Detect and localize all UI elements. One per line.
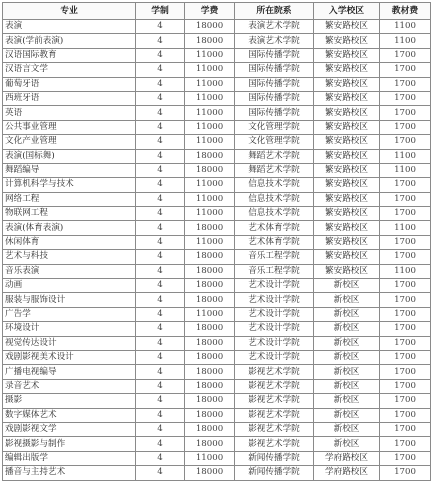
table-row <box>3 379 431 393</box>
textbook-fee-cell: 1700 <box>380 365 431 379</box>
table-row <box>3 422 431 436</box>
major-cell: 环境设计 <box>3 322 136 336</box>
department-cell: 艺术体育学院 <box>235 235 314 249</box>
department-cell: 文化管理学院 <box>235 120 314 134</box>
years-cell: 4 <box>136 394 185 408</box>
major-cell: 表演(体育表演) <box>3 221 136 235</box>
tuition-cell: 18000 <box>185 466 235 480</box>
textbook-fee-cell: 1700 <box>380 63 431 77</box>
years-cell: 4 <box>136 135 185 149</box>
department-cell: 艺术设计学院 <box>235 322 314 336</box>
textbook-fee-cell: 1700 <box>380 106 431 120</box>
textbook-fee-cell: 1100 <box>380 34 431 48</box>
major-cell: 录音艺术 <box>3 379 136 393</box>
department-cell: 艺术设计学院 <box>235 279 314 293</box>
table-row <box>3 192 431 206</box>
tuition-cell: 18000 <box>185 279 235 293</box>
department-cell: 新闻传播学院 <box>235 466 314 480</box>
major-cell: 表演 <box>3 20 136 34</box>
major-cell: 西班牙语 <box>3 91 136 105</box>
textbook-fee-cell: 1700 <box>380 466 431 480</box>
table-row <box>3 149 431 163</box>
tuition-cell: 18000 <box>185 149 235 163</box>
campus-cell: 繁安路校区 <box>314 235 380 249</box>
campus-cell: 繁安路校区 <box>314 34 380 48</box>
years-cell: 4 <box>136 106 185 120</box>
table-row <box>3 163 431 177</box>
years-cell: 4 <box>136 322 185 336</box>
tuition-fee-table <box>2 2 431 481</box>
campus-cell: 新校区 <box>314 350 380 364</box>
years-cell: 4 <box>136 63 185 77</box>
textbook-fee-cell: 1700 <box>380 192 431 206</box>
textbook-fee-cell: 1700 <box>380 394 431 408</box>
table-row <box>3 322 431 336</box>
table-row <box>3 250 431 264</box>
tuition-cell: 18000 <box>185 422 235 436</box>
tuition-cell: 18000 <box>185 163 235 177</box>
textbook-fee-cell: 1700 <box>380 77 431 91</box>
major-cell: 网络工程 <box>3 192 136 206</box>
textbook-fee-cell: 1700 <box>380 235 431 249</box>
major-cell: 表演(国标舞) <box>3 149 136 163</box>
tuition-cell: 18000 <box>185 379 235 393</box>
years-cell: 4 <box>136 34 185 48</box>
major-cell: 舞蹈编导 <box>3 163 136 177</box>
textbook-fee-cell: 1700 <box>380 336 431 350</box>
years-cell: 4 <box>136 408 185 422</box>
major-cell: 表演(学前表演) <box>3 34 136 48</box>
major-cell: 戏剧影视文学 <box>3 422 136 436</box>
years-cell: 4 <box>136 437 185 451</box>
campus-cell: 繁安路校区 <box>314 192 380 206</box>
table-row <box>3 451 431 465</box>
textbook-fee-cell: 1700 <box>380 135 431 149</box>
major-cell: 广告学 <box>3 307 136 321</box>
tuition-cell: 18000 <box>185 250 235 264</box>
department-cell: 音乐工程学院 <box>235 264 314 278</box>
department-cell: 表演艺术学院 <box>235 20 314 34</box>
campus-cell: 繁安路校区 <box>314 77 380 91</box>
years-cell: 4 <box>136 336 185 350</box>
department-cell: 影视艺术学院 <box>235 437 314 451</box>
major-cell: 物联网工程 <box>3 207 136 221</box>
years-cell: 4 <box>136 20 185 34</box>
campus-cell: 新校区 <box>314 422 380 436</box>
tuition-cell: 18000 <box>185 322 235 336</box>
tuition-cell: 18000 <box>185 365 235 379</box>
campus-cell: 新校区 <box>314 307 380 321</box>
tuition-cell: 11000 <box>185 77 235 91</box>
department-cell: 影视艺术学院 <box>235 394 314 408</box>
years-cell: 4 <box>136 91 185 105</box>
table-row <box>3 466 431 480</box>
table-row <box>3 48 431 62</box>
table-body <box>3 20 431 481</box>
table-row <box>3 221 431 235</box>
major-cell: 服装与服饰设计 <box>3 293 136 307</box>
department-cell: 影视艺术学院 <box>235 408 314 422</box>
department-cell: 影视艺术学院 <box>235 379 314 393</box>
department-cell: 舞蹈艺术学院 <box>235 149 314 163</box>
campus-cell: 学府路校区 <box>314 451 380 465</box>
tuition-cell: 18000 <box>185 264 235 278</box>
table-row <box>3 394 431 408</box>
table-row <box>3 336 431 350</box>
department-cell: 新闻传播学院 <box>235 451 314 465</box>
department-cell: 国际传播学院 <box>235 106 314 120</box>
table-row <box>3 77 431 91</box>
years-cell: 4 <box>136 192 185 206</box>
campus-cell: 新校区 <box>314 394 380 408</box>
years-cell: 4 <box>136 120 185 134</box>
tuition-cell: 18000 <box>185 221 235 235</box>
major-cell: 广播电视编导 <box>3 365 136 379</box>
textbook-fee-cell: 1700 <box>380 279 431 293</box>
years-cell: 4 <box>136 466 185 480</box>
major-cell: 动画 <box>3 279 136 293</box>
table-row <box>3 279 431 293</box>
department-cell: 艺术设计学院 <box>235 293 314 307</box>
textbook-fee-cell: 1700 <box>380 178 431 192</box>
department-cell: 国际传播学院 <box>235 77 314 91</box>
years-cell: 4 <box>136 207 185 221</box>
years-cell: 4 <box>136 163 185 177</box>
years-cell: 4 <box>136 365 185 379</box>
table-row <box>3 293 431 307</box>
years-cell: 4 <box>136 422 185 436</box>
table-row <box>3 235 431 249</box>
textbook-fee-cell: 1100 <box>380 149 431 163</box>
campus-cell: 繁安路校区 <box>314 91 380 105</box>
tuition-cell: 11000 <box>185 120 235 134</box>
textbook-fee-cell: 1700 <box>380 307 431 321</box>
department-cell: 国际传播学院 <box>235 91 314 105</box>
department-cell: 表演艺术学院 <box>235 34 314 48</box>
tuition-cell: 11000 <box>185 192 235 206</box>
campus-cell: 繁安路校区 <box>314 106 380 120</box>
textbook-fee-cell: 1700 <box>380 207 431 221</box>
textbook-fee-cell: 1700 <box>380 350 431 364</box>
textbook-fee-cell: 1700 <box>380 120 431 134</box>
department-cell: 舞蹈艺术学院 <box>235 163 314 177</box>
tuition-cell: 11000 <box>185 135 235 149</box>
years-cell: 4 <box>136 178 185 192</box>
years-cell: 4 <box>136 77 185 91</box>
campus-cell: 繁安路校区 <box>314 207 380 221</box>
major-cell: 视觉传达设计 <box>3 336 136 350</box>
years-cell: 4 <box>136 264 185 278</box>
major-cell: 播音与主持艺术 <box>3 466 136 480</box>
campus-cell: 新校区 <box>314 293 380 307</box>
campus-cell: 繁安路校区 <box>314 178 380 192</box>
table-row <box>3 408 431 422</box>
department-cell: 音乐工程学院 <box>235 250 314 264</box>
table-row <box>3 178 431 192</box>
campus-cell: 新校区 <box>314 322 380 336</box>
header-department: 所在院系 <box>235 3 314 20</box>
tuition-cell: 11000 <box>185 207 235 221</box>
department-cell: 艺术设计学院 <box>235 350 314 364</box>
department-cell: 艺术体育学院 <box>235 221 314 235</box>
textbook-fee-cell: 1700 <box>380 379 431 393</box>
textbook-fee-cell: 1700 <box>380 250 431 264</box>
major-cell: 数字媒体艺术 <box>3 408 136 422</box>
department-cell: 艺术设计学院 <box>235 336 314 350</box>
table-row <box>3 91 431 105</box>
major-cell: 影视摄影与制作 <box>3 437 136 451</box>
table-row <box>3 120 431 134</box>
years-cell: 4 <box>136 149 185 163</box>
major-cell: 文化产业管理 <box>3 135 136 149</box>
major-cell: 葡萄牙语 <box>3 77 136 91</box>
major-cell: 英语 <box>3 106 136 120</box>
tuition-cell: 11000 <box>185 307 235 321</box>
tuition-cell: 11000 <box>185 178 235 192</box>
textbook-fee-cell: 1700 <box>380 437 431 451</box>
campus-cell: 繁安路校区 <box>314 149 380 163</box>
years-cell: 4 <box>136 279 185 293</box>
textbook-fee-cell: 1700 <box>380 293 431 307</box>
table-row <box>3 307 431 321</box>
major-cell: 摄影 <box>3 394 136 408</box>
years-cell: 4 <box>136 221 185 235</box>
campus-cell: 学府路校区 <box>314 466 380 480</box>
years-cell: 4 <box>136 307 185 321</box>
textbook-fee-cell: 1100 <box>380 163 431 177</box>
campus-cell: 繁安路校区 <box>314 135 380 149</box>
major-cell: 计算机科学与技术 <box>3 178 136 192</box>
table-header-row <box>3 3 431 20</box>
major-cell: 编辑出版学 <box>3 451 136 465</box>
campus-cell: 新校区 <box>314 379 380 393</box>
textbook-fee-cell: 1700 <box>380 422 431 436</box>
department-cell: 文化管理学院 <box>235 135 314 149</box>
header-tuition: 学费 <box>185 3 235 20</box>
major-cell: 艺术与科技 <box>3 250 136 264</box>
textbook-fee-cell: 1700 <box>380 48 431 62</box>
tuition-cell: 18000 <box>185 34 235 48</box>
major-cell: 汉语国际教育 <box>3 48 136 62</box>
tuition-cell: 11000 <box>185 235 235 249</box>
campus-cell: 繁安路校区 <box>314 48 380 62</box>
years-cell: 4 <box>136 379 185 393</box>
department-cell: 影视艺术学院 <box>235 422 314 436</box>
department-cell: 影视艺术学院 <box>235 365 314 379</box>
major-cell: 汉语言文学 <box>3 63 136 77</box>
years-cell: 4 <box>136 451 185 465</box>
campus-cell: 繁安路校区 <box>314 163 380 177</box>
campus-cell: 繁安路校区 <box>314 120 380 134</box>
table-row <box>3 63 431 77</box>
campus-cell: 新校区 <box>314 279 380 293</box>
department-cell: 信息技术学院 <box>235 207 314 221</box>
campus-cell: 繁安路校区 <box>314 63 380 77</box>
department-cell: 国际传播学院 <box>235 63 314 77</box>
years-cell: 4 <box>136 235 185 249</box>
textbook-fee-cell: 1700 <box>380 91 431 105</box>
tuition-cell: 18000 <box>185 350 235 364</box>
tuition-cell: 18000 <box>185 20 235 34</box>
department-cell: 国际传播学院 <box>235 48 314 62</box>
campus-cell: 新校区 <box>314 365 380 379</box>
major-cell: 休闲体育 <box>3 235 136 249</box>
campus-cell: 繁安路校区 <box>314 20 380 34</box>
campus-cell: 繁安路校区 <box>314 264 380 278</box>
department-cell: 艺术设计学院 <box>235 307 314 321</box>
textbook-fee-cell: 1100 <box>380 20 431 34</box>
tuition-cell: 11000 <box>185 106 235 120</box>
major-cell: 戏剧影视美术设计 <box>3 350 136 364</box>
table-row <box>3 34 431 48</box>
tuition-cell: 18000 <box>185 293 235 307</box>
table-row <box>3 350 431 364</box>
textbook-fee-cell: 1700 <box>380 322 431 336</box>
table-row <box>3 20 431 34</box>
campus-cell: 繁安路校区 <box>314 221 380 235</box>
tuition-cell: 11000 <box>185 91 235 105</box>
department-cell: 信息技术学院 <box>235 178 314 192</box>
table-row <box>3 437 431 451</box>
table-row <box>3 365 431 379</box>
tuition-cell: 11000 <box>185 63 235 77</box>
tuition-cell: 18000 <box>185 336 235 350</box>
campus-cell: 新校区 <box>314 336 380 350</box>
table-row <box>3 207 431 221</box>
table-row <box>3 264 431 278</box>
header-campus: 入学校区 <box>314 3 380 20</box>
textbook-fee-cell: 1100 <box>380 221 431 235</box>
textbook-fee-cell: 1700 <box>380 451 431 465</box>
textbook-fee-cell: 1100 <box>380 264 431 278</box>
years-cell: 4 <box>136 350 185 364</box>
table-row <box>3 135 431 149</box>
campus-cell: 新校区 <box>314 437 380 451</box>
header-years: 学制 <box>136 3 185 20</box>
tuition-cell: 18000 <box>185 437 235 451</box>
major-cell: 音乐表演 <box>3 264 136 278</box>
tuition-cell: 11000 <box>185 48 235 62</box>
tuition-cell: 18000 <box>185 394 235 408</box>
tuition-cell: 18000 <box>185 408 235 422</box>
department-cell: 信息技术学院 <box>235 192 314 206</box>
textbook-fee-cell: 1700 <box>380 408 431 422</box>
campus-cell: 新校区 <box>314 408 380 422</box>
header-major: 专业 <box>3 3 136 20</box>
header-textbook-fee: 教材费 <box>380 3 431 20</box>
tuition-cell: 11000 <box>185 451 235 465</box>
table-row <box>3 106 431 120</box>
years-cell: 4 <box>136 48 185 62</box>
years-cell: 4 <box>136 293 185 307</box>
major-cell: 公共事业管理 <box>3 120 136 134</box>
campus-cell: 繁安路校区 <box>314 250 380 264</box>
years-cell: 4 <box>136 250 185 264</box>
